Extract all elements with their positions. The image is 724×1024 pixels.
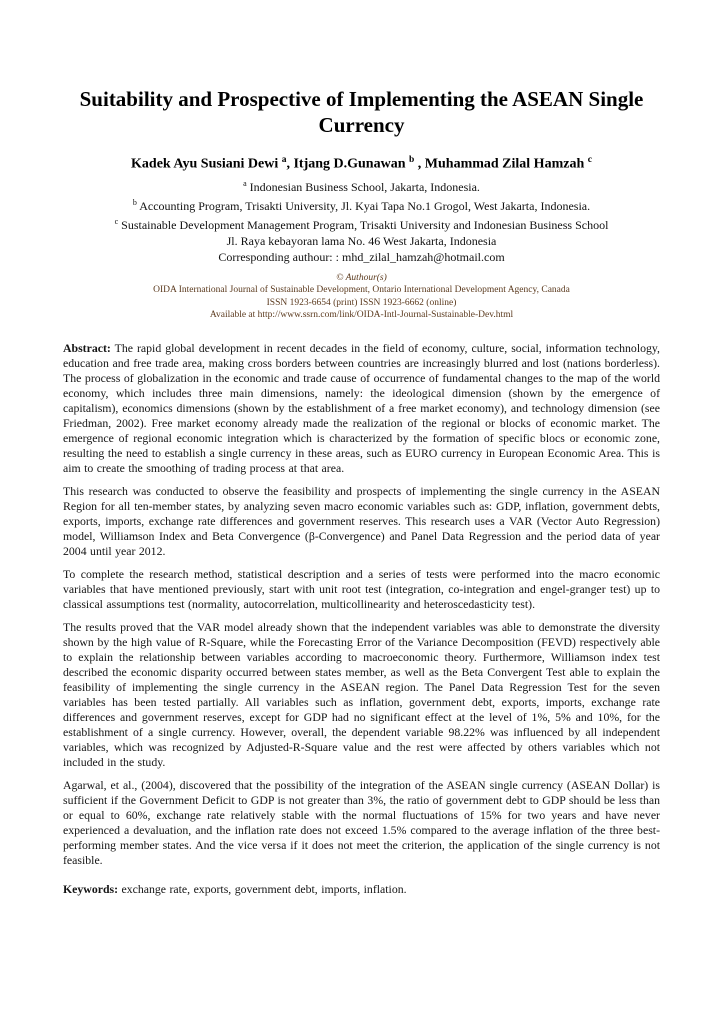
issn-line: ISSN 1923-6654 (print) ISSN 1923-6662 (online) — [266, 297, 457, 308]
paper-title: Suitability and Prospective of Implementing the ASEAN Single Currency — [79, 87, 644, 137]
authors-line — [63, 151, 660, 174]
keywords-label: Keywords: — [63, 881, 119, 896]
author-separator: , — [286, 156, 290, 172]
affiliation-mark: b — [132, 197, 137, 207]
corresponding-author-line: Corresponding authour: : mhd_zilal_hamzah@hotmail.com — [218, 249, 505, 264]
abstract-text: The rapid global development in recent decades in the field of economy, culture, social, information technology, education and free trade area, making cross borders between countries are increasingly blurred and lost (nations borderless). The process of globalization in the economic and trade cause of occurrence of fundamental changes to the map of the world economy, which includes three main dimensions, namely: the ideological dimension (shown by the emergence of capitalism), economics dimensions (shown by the establishment of a free market economy), and technology dimension (see Friedman, 2002). Free market economy already made the realization of the regional or blocks of economic market. The emergence of regional economic integration which is characterized by the formation of specific blocs or economic zone, resulting the need to establish a single currency in these areas, such as EURO currency in European Economic Area. This is aim to create the smoothing of trading process at that area. — [63, 340, 660, 475]
affiliation-line — [63, 195, 660, 214]
affiliation-text: Sustainable Development Management Program, Trisakti University and Indonesian Business School — [121, 217, 609, 232]
author-name: Muhammad Zilal Hamzah — [424, 156, 585, 172]
affiliation-text: Accounting Program, Trisakti University, Jl. Kyai Tapa No.1 Grogol, West Jakarta, Indonesia. — [139, 198, 591, 213]
abstract-paragraph: This research was conducted to observe the feasibility and prospects of implementing the single currency in the ASEAN Region for all ten-member states, by analyzing seven macro economic variables such as: GDP, inflation, government debts, exports, imports, exchange rate differences and government reserves. This research uses a VAR (Vector Auto Regression) model, Williamson Index and Beta Convergence (β-Convergence) and Panel Data Regression and the period data of year 2004 until year 2012. — [63, 483, 660, 558]
affiliation-line — [63, 176, 660, 195]
availability-url-line: Available at http://www.ssrn.com/link/OIDA-Intl-Journal-Sustainable-Dev.html — [209, 310, 514, 321]
journal-imprint-block — [63, 272, 660, 322]
affiliation-mark: c — [114, 216, 119, 226]
author-name: Kadek Ayu Susiani Dewi — [131, 156, 279, 172]
author-affiliation-mark: a — [281, 155, 287, 165]
journal-name-line: OIDA International Journal of Sustainable Development, Ontario International Development Agency, Canada — [153, 285, 570, 296]
abstract-paragraph: Agarwal, et al., (2004), discovered that the possibility of the integration of the ASEAN single currency (ASEAN Dollar) is sufficient if the Government Deficit to GDP is not greater than 3%, the ratio of government debt to GDP should be less than or equal to 60%, exchange rate relatively stable with the normal fluctuations of 15% for two years and have never experienced a devaluation, and the inflation rate does not exceed 1.5% compared to the average inflation of the three best-performing member states. And the vice versa if it does not meet the criterion, the application of the single currency is not feasible. — [63, 777, 660, 867]
author-affiliation-mark: b — [408, 155, 415, 165]
author-name: Itjang D.Gunawan — [293, 156, 406, 172]
author-separator: , — [414, 156, 422, 172]
affiliation-line — [63, 214, 660, 233]
abstract-paragraph: To complete the research method, statistical description and a series of tests were performed into the macro economic variables that have mentioned previously, start with unit root test (integration, co-integration and engel-granger test) up to classical assumptions test (normality, autocorrelation, multicollinearity and heteroscedasticity test). — [63, 566, 660, 611]
copyright-line: © Authour(s) — [336, 272, 387, 283]
abstract-paragraph: The results proved that the VAR model already shown that the independent variables was able to demonstrate the diversity shown by the high value of R-Square, while the Forecasting Error of the Variance Decomposition (FEVD) respectively able to explain the relationship between variables according to macroeconomic theory. Furthermore, Williamson index test described the economic disparity occurred between states member, as well as the Beta Convergent Test able to explain the feasibility of implementing the single currency in the ASEAN region. The Panel Data Regression Test for the seven variables has been tested partially. All variables such as inflation, government debt, exports, imports, exchange rate differences and government reserves, except for GDP had no significant effect at the level of 1%, 5% and 10%, for the establishment of a single currency. However, overall, the dependent variable 98.22% was influenced by all independent variables, which was recognized by Adjusted-R-Square value and the rest were affected by others variables which not included in the study. — [63, 619, 660, 769]
abstract-paragraph — [63, 341, 660, 476]
keywords-text: exchange rate, exports, government debt, imports, inflation. — [121, 881, 407, 896]
keywords-line — [63, 882, 660, 897]
affiliation-text: Indonesian Business School, Jakarta, Indonesia. — [249, 179, 480, 194]
affiliations-block — [63, 176, 660, 265]
abstract-label: Abstract: — [63, 340, 111, 355]
author-affiliation-mark: c — [587, 155, 592, 165]
affiliation-mark: a — [243, 178, 247, 188]
abstract-section — [63, 341, 660, 897]
affiliation-line: Jl. Raya kebayoran lama No. 46 West Jakarta, Indonesia — [226, 233, 497, 248]
